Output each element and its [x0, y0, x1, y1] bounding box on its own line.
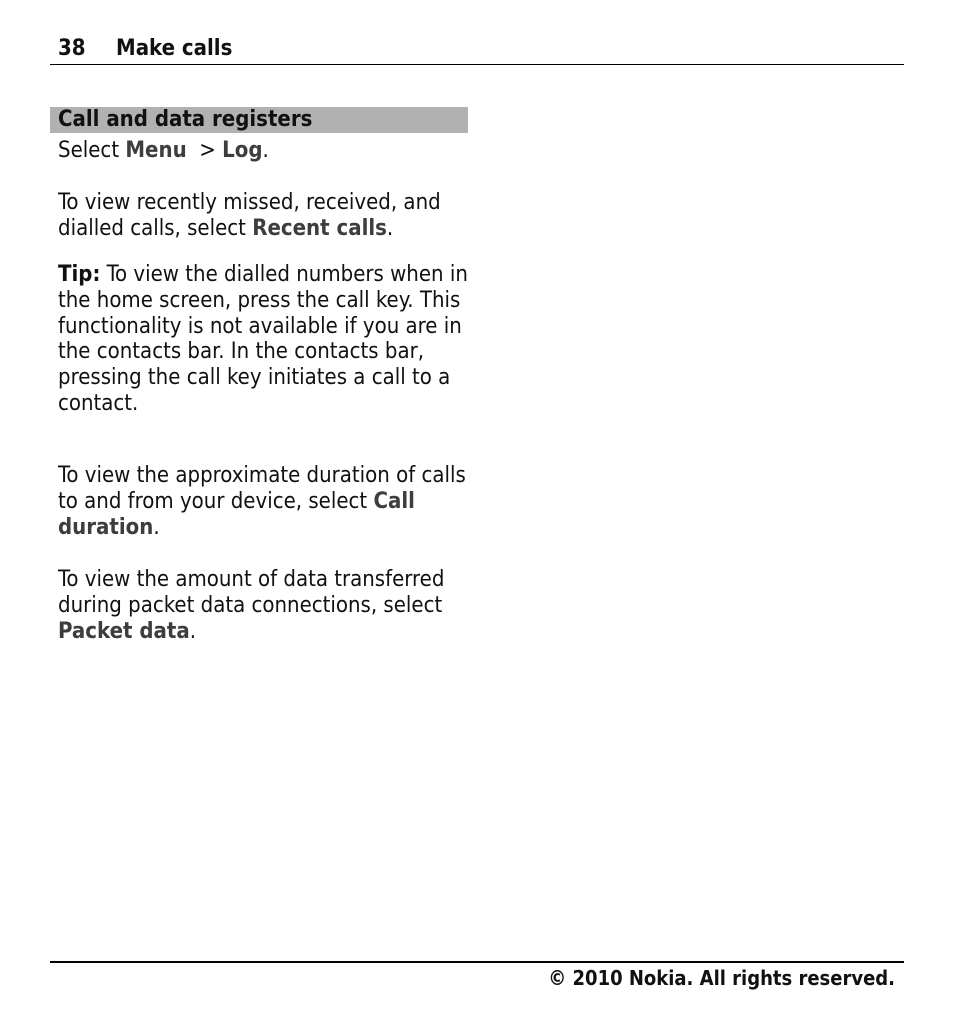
tip-paragraph: [58, 262, 468, 417]
path-separator: >: [186, 138, 223, 163]
recent-calls-text: To view recently missed, received, and dialled calls, select: [58, 190, 441, 241]
recent-calls-keyword: Recent calls: [252, 215, 387, 241]
tip-label: Tip:: [58, 262, 101, 287]
call-duration-text: To view the approximate duration of calls to and from your device, select: [58, 463, 466, 514]
menu-keyword: Menu: [125, 138, 187, 163]
section-heading: Call and data registers: [50, 107, 468, 133]
chapter-title: Make calls: [116, 36, 233, 61]
log-keyword: Log: [222, 138, 263, 163]
page-header: [50, 34, 904, 65]
page-number: 38: [58, 36, 86, 61]
call-duration-suffix: .: [153, 514, 160, 540]
recent-calls-suffix: .: [386, 215, 394, 241]
tip-text: To view the dialled numbers when in the home screen, press the call key. This functionality is not available if you are in the contacts bar. In the contacts bar, pressing the call key initiates a call to a contact.: [58, 262, 468, 416]
packet-data-paragraph: [58, 567, 468, 644]
call-duration-paragraph: [58, 463, 468, 540]
select-path-paragraph: [58, 138, 468, 164]
select-suffix: .: [262, 138, 269, 163]
copyright-notice: © 2010 Nokia. All rights reserved.: [548, 966, 895, 990]
call-duration-keyword: Call duration: [58, 488, 415, 540]
select-prefix: Select: [58, 138, 126, 163]
page-footer: [50, 961, 904, 990]
packet-data-keyword: Packet data: [58, 618, 190, 644]
packet-data-suffix: .: [189, 618, 196, 644]
recent-calls-paragraph: [58, 190, 468, 242]
packet-data-text: To view the amount of data transferred during packet data connections, select: [58, 567, 445, 618]
